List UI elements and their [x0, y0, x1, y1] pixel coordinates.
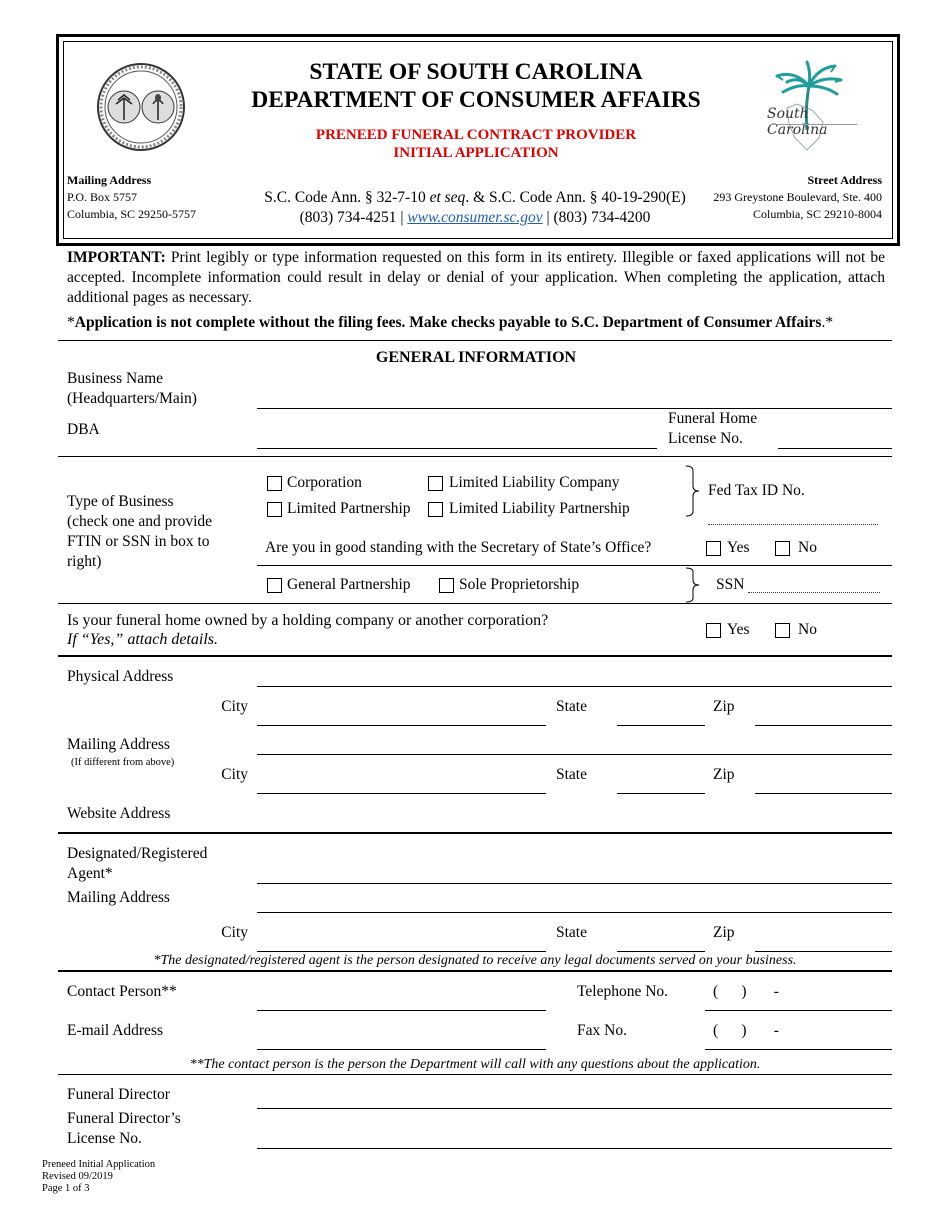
good-standing-question: Are you in good standing with the Secretary of State’s Office?	[265, 539, 652, 556]
funeral-director-field[interactable]	[257, 1108, 892, 1109]
website-address-field[interactable]	[257, 803, 892, 827]
mailing-city-field[interactable]	[257, 793, 546, 794]
registered-agent-footnote: *The designated/registered agent is the person designated to receive any legal documents served on your business.	[153, 953, 797, 968]
email-field[interactable]	[257, 1049, 546, 1050]
holding-no-label: No	[798, 621, 817, 638]
agent-state-field[interactable]	[617, 951, 705, 952]
contact-person-field[interactable]	[257, 1010, 546, 1011]
brace-icon	[684, 465, 702, 517]
logo-script: South Carolina	[767, 106, 828, 138]
mailing-po-box: P.O. Box 5757	[67, 190, 138, 204]
corporation-checkbox[interactable]	[267, 476, 282, 491]
mailing-address-field-label: Mailing Address	[67, 736, 170, 753]
agent-state-label: State	[556, 924, 587, 941]
physical-zip-label: Zip	[713, 698, 735, 715]
form-subtitle: PRENEED FUNERAL CONTRACT PROVIDER	[315, 127, 637, 143]
good-standing-yes-checkbox[interactable]	[706, 541, 721, 556]
fed-tax-id-field[interactable]	[708, 524, 878, 525]
street-city-zip: Columbia, SC 29210-8004	[752, 207, 882, 221]
fax-label: Fax No.	[577, 1022, 627, 1039]
physical-city-label: City	[221, 698, 248, 715]
agent-mailing-address-field[interactable]	[257, 912, 892, 913]
physical-zip-field[interactable]	[755, 725, 892, 726]
physical-state-label: State	[556, 698, 587, 715]
sole-proprietorship-label: Sole Proprietorship	[459, 576, 580, 593]
telephone-format: ( ) -	[713, 983, 779, 1000]
state-seal-icon	[96, 62, 186, 152]
holding-company-note: If “Yes,” attach details.	[67, 631, 218, 648]
llp-checkbox[interactable]	[428, 502, 443, 517]
physical-city-field[interactable]	[257, 725, 546, 726]
mailing-address-field[interactable]	[257, 754, 892, 755]
good-standing-no-checkbox[interactable]	[775, 541, 790, 556]
email-label: E-mail Address	[67, 1022, 163, 1039]
agent-city-field[interactable]	[257, 951, 546, 952]
physical-state-field[interactable]	[617, 725, 705, 726]
good-standing-no-label: No	[798, 539, 817, 556]
filing-fee-note: *Application is not complete without the filing fees. Make checks payable to S.C. Department of Consumer Affairs.*	[67, 314, 834, 331]
funeral-director-license-field[interactable]	[257, 1148, 892, 1149]
telephone-field[interactable]	[705, 1010, 892, 1011]
good-standing-yes-label: Yes	[727, 539, 750, 556]
footer-page-number: Page 1 of 3	[42, 1183, 90, 1194]
holding-company-question: Is your funeral home owned by a holding company or another corporation?	[67, 612, 549, 629]
contact-person-footnote: **The contact person is the person the Department will call with any questions about the application.	[189, 1057, 761, 1072]
mailing-city-label: City	[221, 766, 248, 783]
mailing-zip-field[interactable]	[755, 793, 892, 794]
agency-state-title: STATE OF SOUTH CAROLINA	[309, 59, 643, 85]
holding-yes-checkbox[interactable]	[706, 623, 721, 638]
street-line: 293 Greystone Boulevard, Ste. 400	[713, 190, 882, 204]
agent-zip-field[interactable]	[755, 951, 892, 952]
website-address-label: Website Address	[67, 805, 171, 822]
general-partnership-label: General Partnership	[287, 576, 411, 593]
funeral-home-license-field[interactable]	[778, 448, 892, 449]
mailing-state-label: State	[556, 766, 587, 783]
statute-citation: S.C. Code Ann. § 32-7-10 et seq. & S.C. Code Ann. § 40-19-290(E)	[264, 189, 686, 206]
corporation-label: Corporation	[287, 474, 362, 491]
holding-no-checkbox[interactable]	[775, 623, 790, 638]
general-information-heading: GENERAL INFORMATION	[375, 349, 577, 366]
fed-tax-id-label: Fed Tax ID No.	[708, 482, 805, 499]
sole-proprietorship-checkbox[interactable]	[439, 578, 454, 593]
fax-format: ( ) -	[713, 1022, 779, 1039]
brace-icon	[684, 567, 702, 603]
important-notice: IMPORTANT: Print legibly or type information requested on this form in its entirety. Illegible or faxed applications will not be accepted. Incomplete information could result in delay or denial of your application. When completing the application, attach additional pages as necessary.	[67, 249, 885, 306]
if-different-note: (If different from above)	[71, 757, 175, 768]
llp-label: Limited Liability Partnership	[449, 500, 630, 517]
mailing-state-field[interactable]	[617, 793, 705, 794]
footer-revision: Revised 09/2019	[42, 1171, 113, 1182]
ssn-label: SSN	[716, 576, 745, 593]
type-of-business-label: Type of Business	[67, 493, 174, 510]
dba-field[interactable]	[257, 448, 657, 449]
ssn-field[interactable]	[748, 592, 880, 593]
telephone-label: Telephone No.	[577, 983, 669, 1000]
physical-address-field[interactable]	[257, 686, 892, 687]
agent-mailing-address-label: Mailing Address	[67, 889, 170, 906]
registered-agent-label: Designated/Registered	[67, 845, 208, 862]
mailing-city-zip: Columbia, SC 29250-5757	[67, 207, 197, 221]
footer-form-name: Preneed Initial Application	[42, 1159, 156, 1170]
mailing-address-label: Mailing Address	[67, 173, 152, 187]
general-partnership-checkbox[interactable]	[267, 578, 282, 593]
contact-person-label: Contact Person**	[67, 983, 177, 1000]
physical-address-label: Physical Address	[67, 668, 174, 685]
funeral-home-license-label: Funeral Home	[668, 410, 758, 427]
business-name-field[interactable]	[257, 408, 892, 409]
llc-label: Limited Liability Company	[449, 474, 620, 491]
limited-partnership-checkbox[interactable]	[267, 502, 282, 517]
dba-label: DBA	[67, 421, 100, 438]
business-name-label: Business Name	[67, 370, 164, 387]
funeral-director-license-label: Funeral Director’s	[67, 1110, 181, 1127]
agency-department-title: DEPARTMENT OF CONSUMER AFFAIRS	[251, 87, 701, 113]
limited-partnership-label: Limited Partnership	[287, 500, 411, 517]
llc-checkbox[interactable]	[428, 476, 443, 491]
agent-zip-label: Zip	[713, 924, 735, 941]
street-address-label: Street Address	[807, 173, 882, 187]
funeral-director-label: Funeral Director	[67, 1086, 170, 1103]
contact-line: (803) 734-4251 | www.consumer.sc.gov | (803) 734-4200	[299, 209, 651, 226]
agent-city-label: City	[221, 924, 248, 941]
fax-field[interactable]	[705, 1049, 892, 1050]
website-link[interactable]: www.consumer.sc.gov	[407, 209, 543, 226]
registered-agent-field[interactable]	[257, 883, 892, 884]
form-title: INITIAL APPLICATION	[393, 145, 559, 161]
south-carolina-palmetto-logo	[757, 58, 861, 154]
mailing-zip-label: Zip	[713, 766, 735, 783]
holding-yes-label: Yes	[727, 621, 750, 638]
